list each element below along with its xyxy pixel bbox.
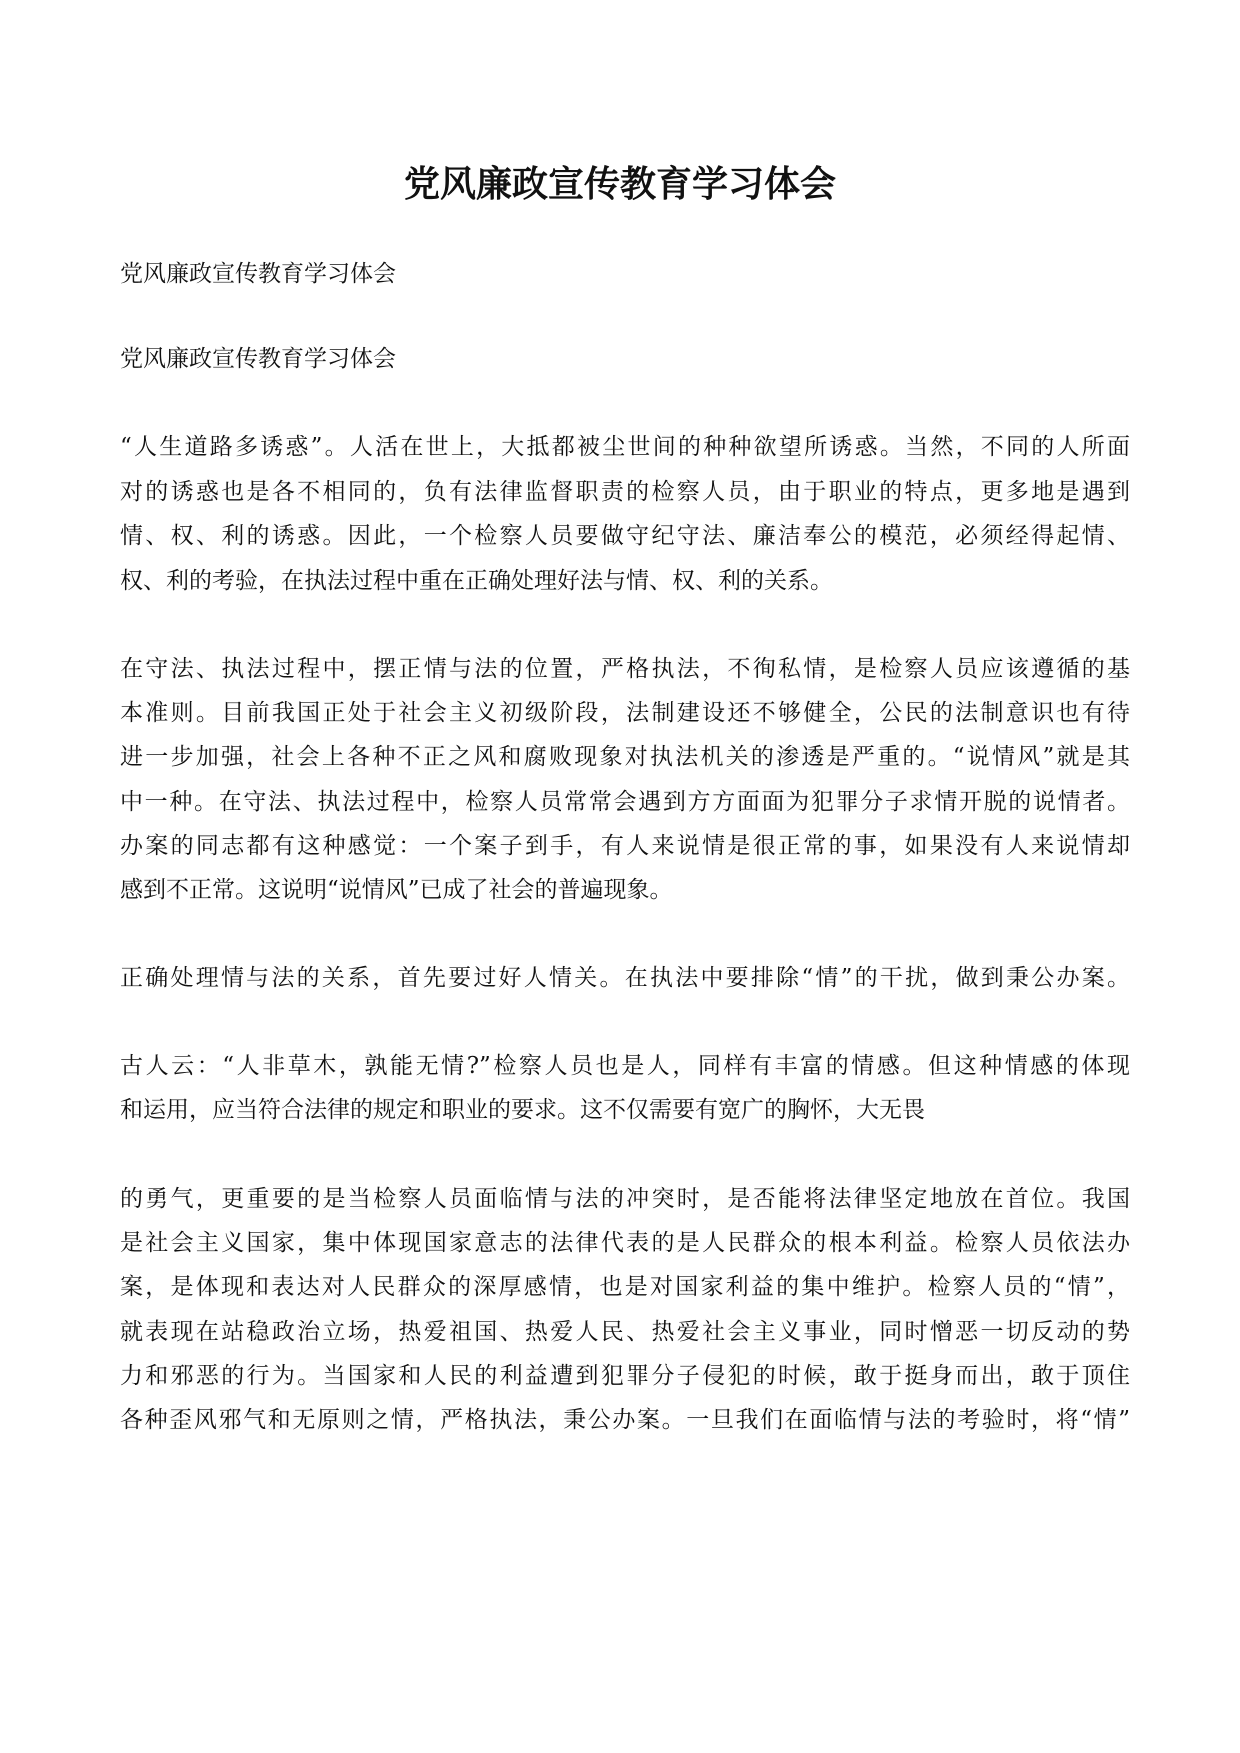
paragraph-line: 案，是体现和表达对人民群众的深厚感情，也是对国家利益的集中维护。检察人员的“情”， (120, 1274, 1130, 1300)
paragraph-line: 本准则。目前我国正处于社会主义初级阶段，法制建设还不够健全，公民的法制意识也有待 (120, 700, 1130, 726)
paragraph-line: 古人云：“人非草木，孰能无情?”检察人员也是人，同样有丰富的情感。但这种情感的体现 (120, 1053, 1130, 1079)
subtitle-line: 党风廉政宣传教育学习体会 (120, 346, 396, 372)
paragraph-line: 在守法、执法过程中，摆正情与法的位置，严格执法，不徇私情，是检察人员应该遵循的基 (120, 656, 1130, 682)
paragraph-line: 感到不正常。这说明“说情风”已成了社会的普遍现象。 (120, 877, 673, 903)
paragraph-line: 各种歪风邪气和无原则之情，严格执法，秉公办案。一旦我们在面临情与法的考验时，将“情” (120, 1407, 1130, 1433)
paragraph-line: 进一步加强，社会上各种不正之风和腐败现象对执法机关的渗透是严重的。“说情风”就是其 (120, 744, 1130, 770)
document-title: 党风廉政宣传教育学习体会 (403, 163, 836, 205)
paragraph-line: 办案的同志都有这种感觉：一个案子到手，有人来说情是很正常的事，如果没有人来说情却 (120, 833, 1130, 859)
paragraph-line: 的勇气，更重要的是当检察人员面临情与法的冲突时，是否能将法律坚定地放在首位。我国 (120, 1186, 1130, 1212)
subtitle-line: 党风廉政宣传教育学习体会 (120, 261, 396, 287)
paragraph-line: 和运用，应当符合法律的规定和职业的要求。这不仅需要有宽广的胸怀，大无畏 (120, 1097, 925, 1123)
paragraph-line: 中一种。在守法、执法过程中，检察人员常常会遇到方方面面为犯罪分子求情开脱的说情者。 (120, 789, 1130, 815)
paragraph-line: 是社会主义国家，集中体现国家意志的法律代表的是人民群众的根本利益。检察人员依法办 (120, 1230, 1130, 1256)
paragraph-line: 情、权、利的诱惑。因此，一个检察人员要做守纪守法、廉洁奉公的模范，必须经得起情、 (120, 523, 1130, 549)
paragraph-line: “人生道路多诱惑”。人活在世上，大抵都被尘世间的种种欲望所诱惑。当然，不同的人所面 (120, 434, 1130, 460)
paragraph-line: 正确处理情与法的关系，首先要过好人情关。在执法中要排除“情”的干扰，做到秉公办案。 (120, 965, 1130, 991)
paragraph-line: 就表现在站稳政治立场，热爱祖国、热爱人民、热爱社会主义事业，同时憎恶一切反动的势 (120, 1319, 1130, 1345)
paragraph-line: 对的诱惑也是各不相同的，负有法律监督职责的检察人员，由于职业的特点，更多地是遇到 (120, 479, 1130, 505)
paragraph-line: 权、利的考验，在执法过程中重在正确处理好法与情、权、利的关系。 (120, 568, 833, 594)
paragraph-line: 力和邪恶的行为。当国家和人民的利益遭到犯罪分子侵犯的时候，敢于挺身而出，敢于顶住 (120, 1363, 1130, 1389)
